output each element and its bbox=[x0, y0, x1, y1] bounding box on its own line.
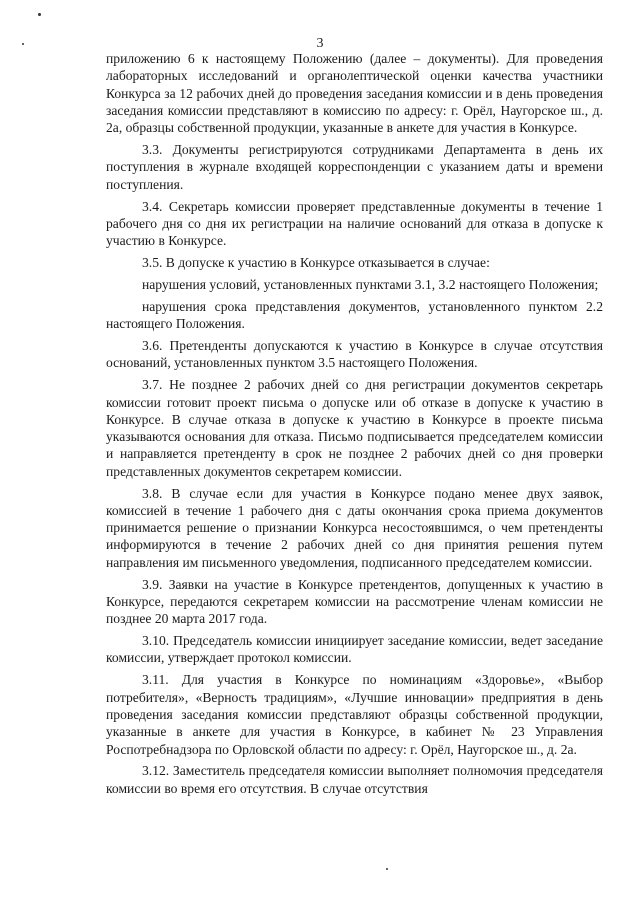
document-body bbox=[106, 50, 603, 802]
paragraph-3-8: 3.8. В случае если для участия в Конкурсе подано менее двух заявок, комиссией в течение 1 рабочего дня с даты окончания срока приема документов принимается решение о признании Конкурса несостоявшимся, о чем претенденты информируются в течение 2 рабочих дней со дня принятия решения путем направления им письменного уведомления, подписанного председателем комиссии. bbox=[106, 485, 603, 570]
paragraph-3-10: 3.10. Председатель комиссии инициирует заседание комиссии, ведет заседание комиссии, утверждает протокол комиссии. bbox=[106, 633, 603, 666]
paragraph-3-11: 3.11. Для участия в Конкурсе по номинациям «Здоровье», «Выбор потребителя», «Верность традициям», «Лучшие инновации» предприятия в день проведения заседания комиссии представляют образцы собственной продукции, указанные в анкете для участия в Конкурсе, в кабинет № 23 Управления Роспотребнадзора по Орловской области по адресу: г. Орёл, Наугорское ш., д. 2а. bbox=[106, 672, 603, 757]
paragraph-3-12: 3.12. Заместитель председателя комиссии выполняет полномочия председателя комиссии во время его отсутствия. В случае отсутствия bbox=[106, 763, 603, 796]
paragraph-3-9: 3.9. Заявки на участие в Конкурсе претендентов, допущенных к участию в Конкурсе, передаются секретарем комиссии на рассмотрение членам комиссии не позднее 20 марта 2017 года. bbox=[106, 576, 603, 627]
scan-speck bbox=[38, 13, 41, 16]
page-number: 3 bbox=[316, 36, 324, 51]
paragraph-3-5-item-2: нарушения срока представления документов, установленного пунктом 2.2 настоящего Положения. bbox=[106, 298, 603, 332]
paragraph-3-4: 3.4. Секретарь комиссии проверяет представленные документы в течение 1 рабочего дня со дня их регистрации на наличие оснований для отказа в допуске к участию в Конкурсе. bbox=[106, 198, 603, 249]
paragraph-continuation: приложению 6 к настоящему Положению (далее – документы). Для проведения лабораторных исследований и органолептической оценки качества участники Конкурса за 12 рабочих дней до проведения заседания комиссии и в день проведения заседания комиссии представляют в комиссию по адресу: г. Орёл, Наугорское ш., д. 2а, образцы собственной продукции, указанные в анкете для участия в Конкурсе. bbox=[106, 51, 603, 136]
paragraph-3-5: 3.5. В допуске к участию в Конкурсе отказывается в случае: bbox=[142, 255, 490, 271]
scan-speck bbox=[386, 868, 388, 870]
paragraph-3-6: 3.6. Претенденты допускаются к участию в Конкурсе в случае отсутствия оснований, установленных пунктом 3.5 настоящего Положения. bbox=[106, 338, 603, 371]
paragraph-3-7: 3.7. Не позднее 2 рабочих дней со дня регистрации документов секретарь комиссии готовит проект письма о допуске или об отказе в допуске к участию в Конкурсе. В случае отказа в допуске к участию в Конкурсе в проекте письма указываются основания для отказа. Письмо подписывается председателем комиссии и направляется претенденту в срок не позднее 2 рабочих дней со дня проверки представленных документов секретарем комиссии. bbox=[106, 377, 603, 479]
paragraph-3-3: 3.3. Документы регистрируются сотрудниками Департамента в день их поступления в журнале входящей корреспонденции с указанием даты и времени поступления. bbox=[106, 142, 603, 192]
paragraph-3-5-item-1: нарушения условий, установленных пунктами 3.1, 3.2 настоящего Положения; bbox=[142, 276, 599, 292]
